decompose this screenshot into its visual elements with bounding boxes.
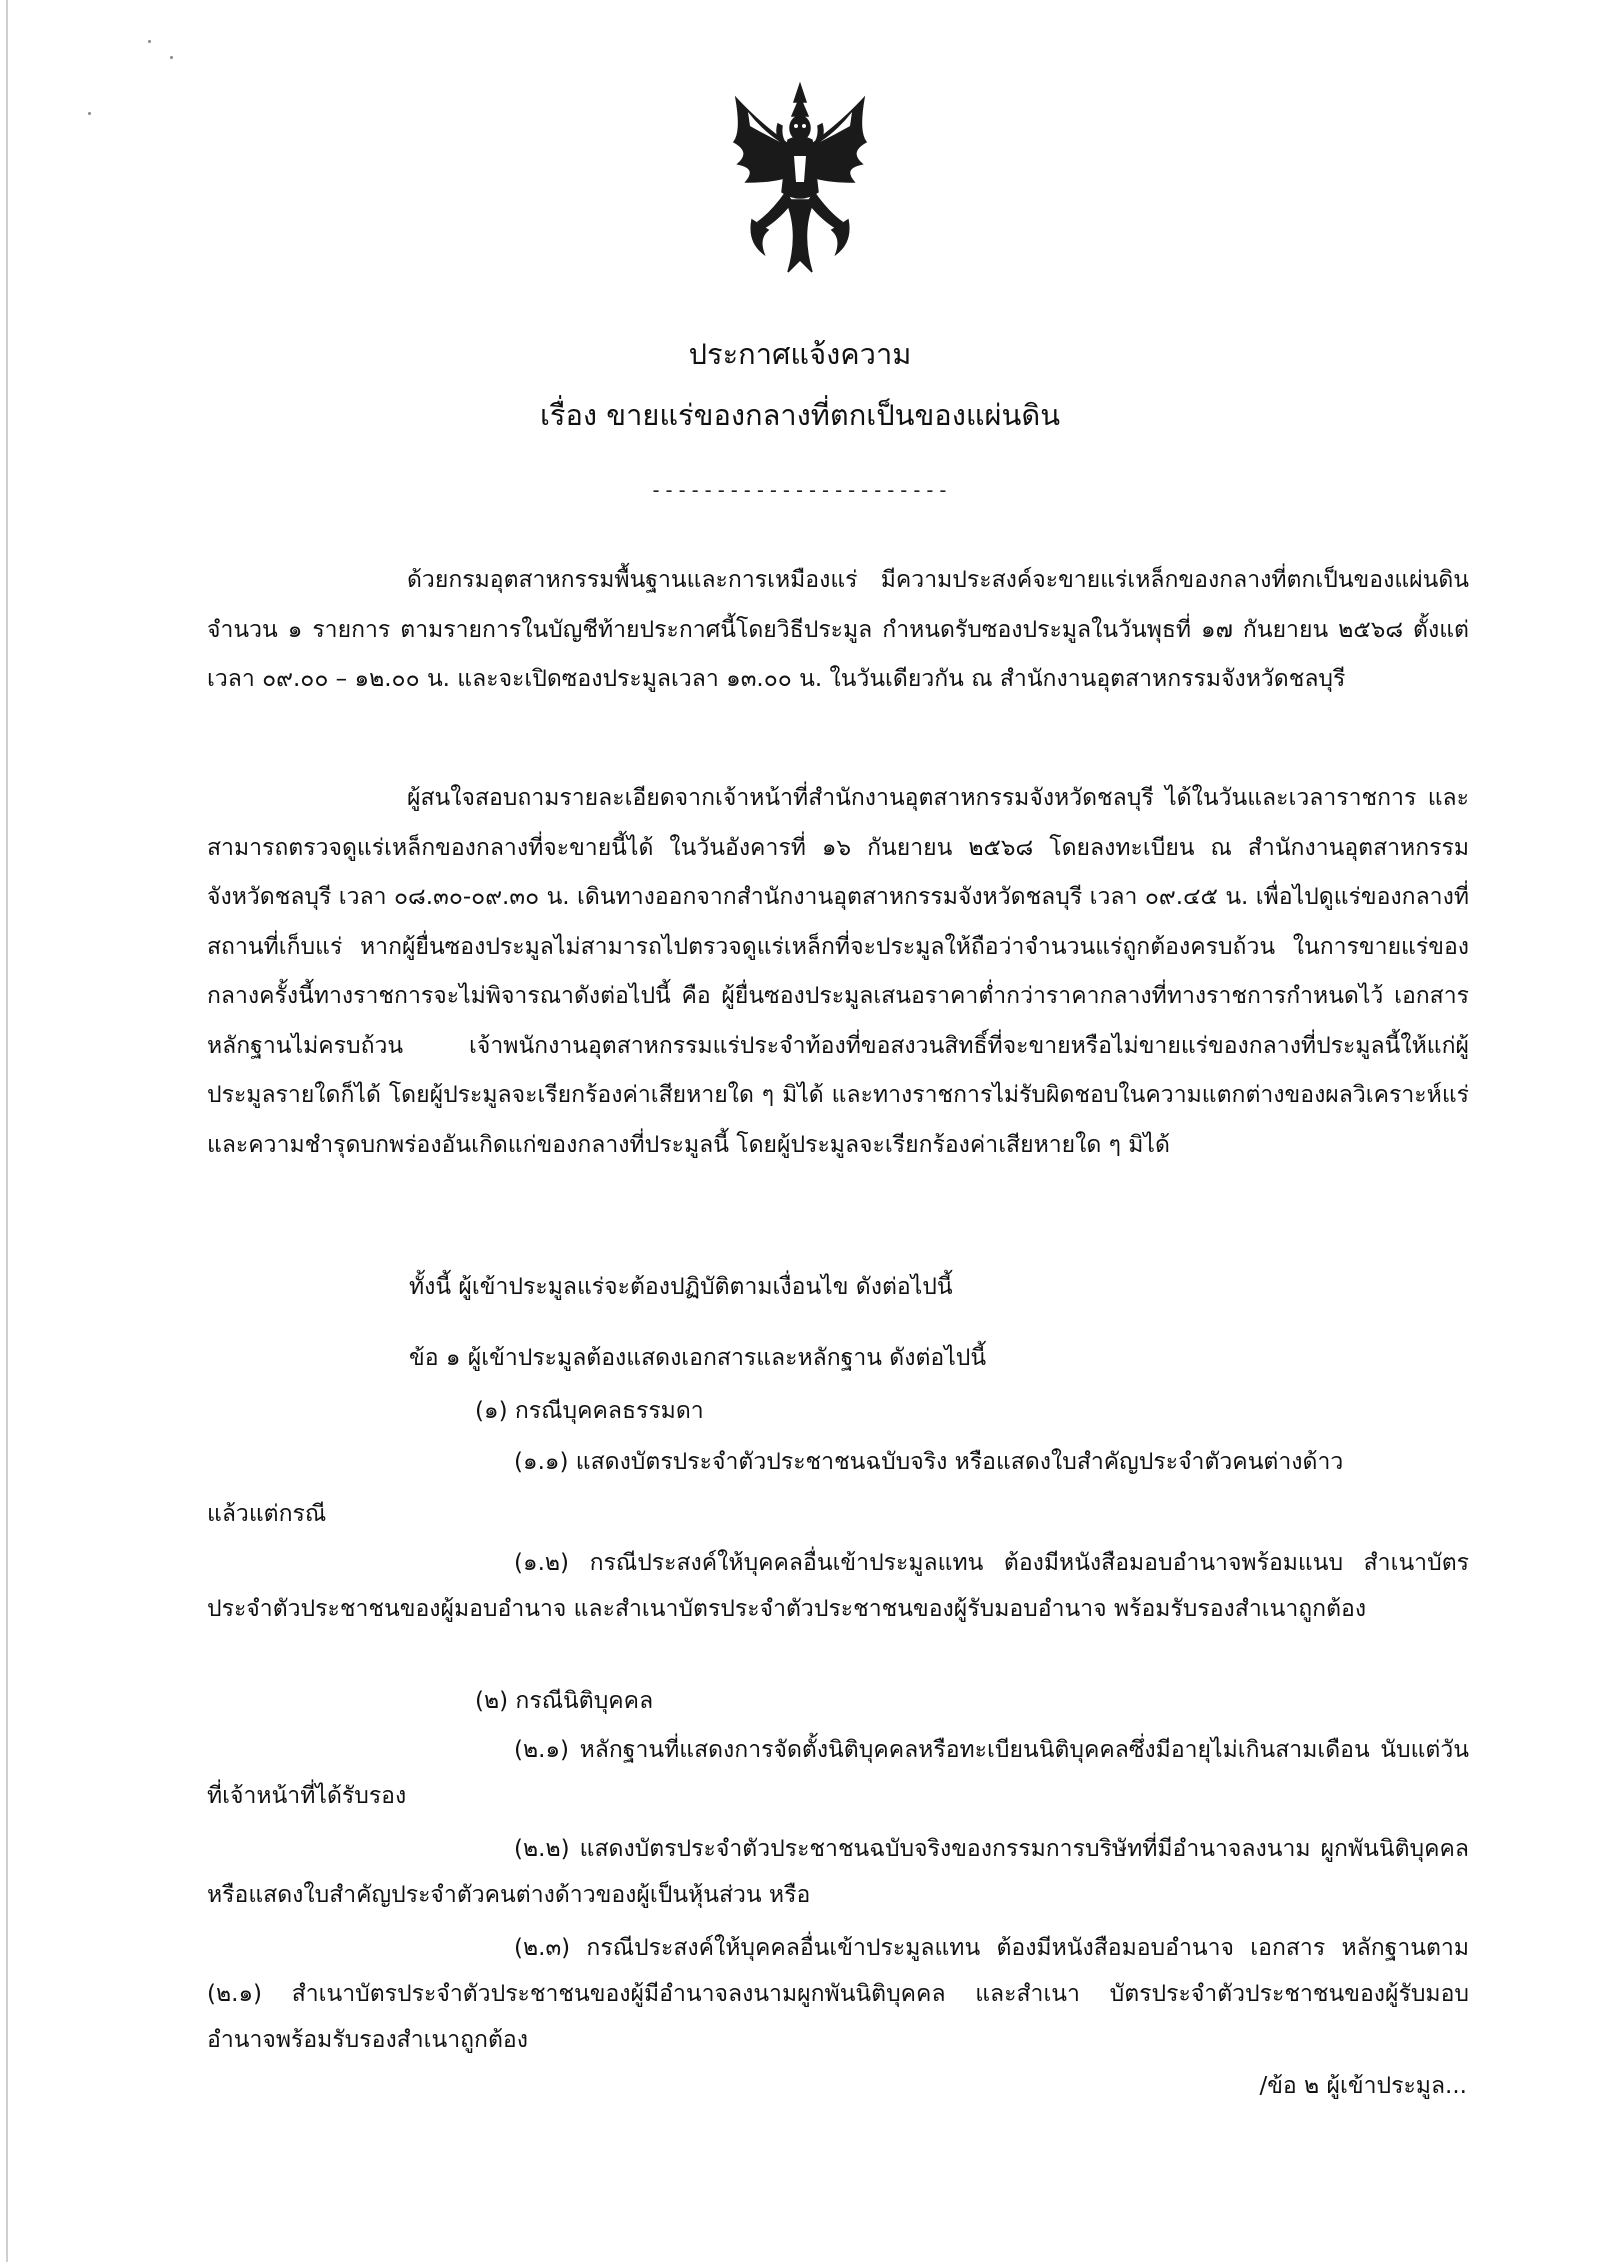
page-continuation: /ข้อ ๒ ผู้เข้าประมูล... (1259, 2073, 1467, 2099)
body-paragraph-2: ผู้สนใจสอบถามรายละเอียดจากเจ้าหน้าที่สำนักงานอุตสาหกรรมจังหวัดชลบุรี ได้ในวันและเวลาราชการ และสามารถตรวจดูแร่เหล็กของกลางที่จะขายนี้ได้ ในวันอังคารที่ ๑๖ กันยายน ๒๕๖๘ โดยลงทะเบียน ณ สำนักงานอุตสาหกรรมจังหวัดชลบุรี เวลา ๐๘.๓๐-๐๙.๓๐ น. เดินทางออกจากสำนักงานอุตสาหกรรมจังหวัดชลบุรี เวลา ๐๙.๔๕ น. เพื่อไปดูแร่ของกลางที่สถานที่เก็บแร่ หากผู้ยื่นซองประมูลไม่สามารถไปตรวจดูแร่เหล็กที่จะประมูลให้ถือว่าจำนวนแร่ถูกต้องครบถ้วน ในการขายแร่ของกลางครั้งนี้ทางราชการจะไม่พิจารณาดังต่อไปนี้ คือ ผู้ยื่นซองประมูลเสนอราคาต่ำกว่าราคากลางที่ทางราชการกำหนดไว้ เอกสารหลักฐานไม่ครบถ้วน เจ้าพนักงานอุตสาหกรรมแร่ประจำท้องที่ขอสงวนสิทธิ์ที่จะขายหรือไม่ขายแร่ของกลางที่ประมูลนี้ให้แก่ผู้ประมูลรายใดก็ได้ โดยผู้ประมูลจะเรียกร้องค่าเสียหายใด ๆ มิได้ และทางราชการไม่รับผิดชอบในความแตกต่างของผลวิเคราะห์แร่และความชำรุดบกพร่องอันเกิดแก่ของกลางที่ประมูลนี้ โดยผู้ประมูลจะเรียกร้องค่าเสียหายใด ๆ มิได้ (207, 785, 1469, 1158)
clause-1-heading: ข้อ ๑ ผู้เข้าประมูลต้องแสดงเอกสารและหลักฐาน ดังต่อไปนี้ (409, 1345, 987, 1371)
case-2-3: (๒.๓) กรณีประสงค์ให้บุคคลอื่นเข้าประมูลแทน ต้องมีหนังสือมอบอำนาจ เอกสาร หลักฐานตาม (๒.๑) สำเนาบัตรประจำตัวประชาชนของผู้มีอำนาจลงนามผูกพันนิติบุคคล และสำเนา บัตรประจำตัวประชาชนของผู้รับมอบอำนาจพร้อมรับรองสำเนาถูกต้อง (207, 1935, 1469, 2053)
scan-speck (148, 40, 151, 43)
scan-speck (88, 112, 91, 115)
case-1-1-line-1: (๑.๑) แสดงบัตรประจำตัวประชาชนฉบับจริง หรือแสดงใบสำคัญประจำตัวคนต่างด้าว (514, 1449, 1344, 1475)
announcement-subject: เรื่อง ขายแร่ของกลางที่ตกเป็นของแผ่นดิน (539, 398, 1061, 432)
case-2-heading: (๒) กรณีนิติบุคคล (475, 1688, 654, 1714)
case-1-2: (๑.๒) กรณีประสงค์ให้บุคคลอื่นเข้าประมูลแทน ต้องมีหนังสือมอบอำนาจพร้อมแนบ สำเนาบัตรประจำตัวประชาชนของผู้มอบอำนาจ และสำเนาบัตรประจำตัวประชาชนของผู้รับมอบอำนาจ พร้อมรับรองสำเนาถูกต้อง (207, 1550, 1469, 1622)
case-2-2: (๒.๒) แสดงบัตรประจำตัวประชาชนฉบับจริงของกรรมการบริษัทที่มีอำนาจลงนาม ผูกพันนิติบุคคล หรือแสดงใบสำคัญประจำตัวคนต่างด้าวของผู้เป็นหุ้นส่วน หรือ (207, 1836, 1469, 1908)
announcement-title: ประกาศแจ้งความ (688, 337, 912, 371)
scan-speck (170, 56, 173, 59)
case-1-heading: (๑) กรณีบุคคลธรรมดา (475, 1398, 704, 1424)
case-1-1-line-2: แล้วแต่กรณี (207, 1501, 327, 1527)
body-paragraph-1: ด้วยกรมอุตสาหกรรมพื้นฐานและการเหมืองแร่ มีความประสงค์จะขายแร่เหล็กของกลางที่ตกเป็นของแผ่นดิน จำนวน ๑ รายการ ตามรายการในบัญชีท้ายประกาศนี้โดยวิธีประมูล กำหนดรับซองประมูลในวันพุธที่ ๑๗ กันยายน ๒๕๖๘ ตั้งแต่เวลา ๐๙.๐๐ – ๑๒.๐๐ น. และจะเปิดซองประมูลเวลา ๑๓.๐๐ น. ในวันเดียวกัน ณ สำนักงานอุตสาหกรรมจังหวัดชลบุรี (207, 567, 1469, 692)
conditions-intro: ทั้งนี้ ผู้เข้าประมูลแร่จะต้องปฏิบัติตามเงื่อนไข ดังต่อไปนี้ (409, 1274, 953, 1300)
title-divider: ----------------------- (650, 478, 950, 502)
case-2-1: (๒.๑) หลักฐานที่แสดงการจัดตั้งนิติบุคคลหรือทะเบียนนิติบุคคลซึ่งมีอายุไม่เกินสามเดือน นับแต่วันที่เจ้าหน้าที่ได้รับรอง (207, 1737, 1469, 1809)
garuda-emblem-icon (728, 82, 872, 282)
